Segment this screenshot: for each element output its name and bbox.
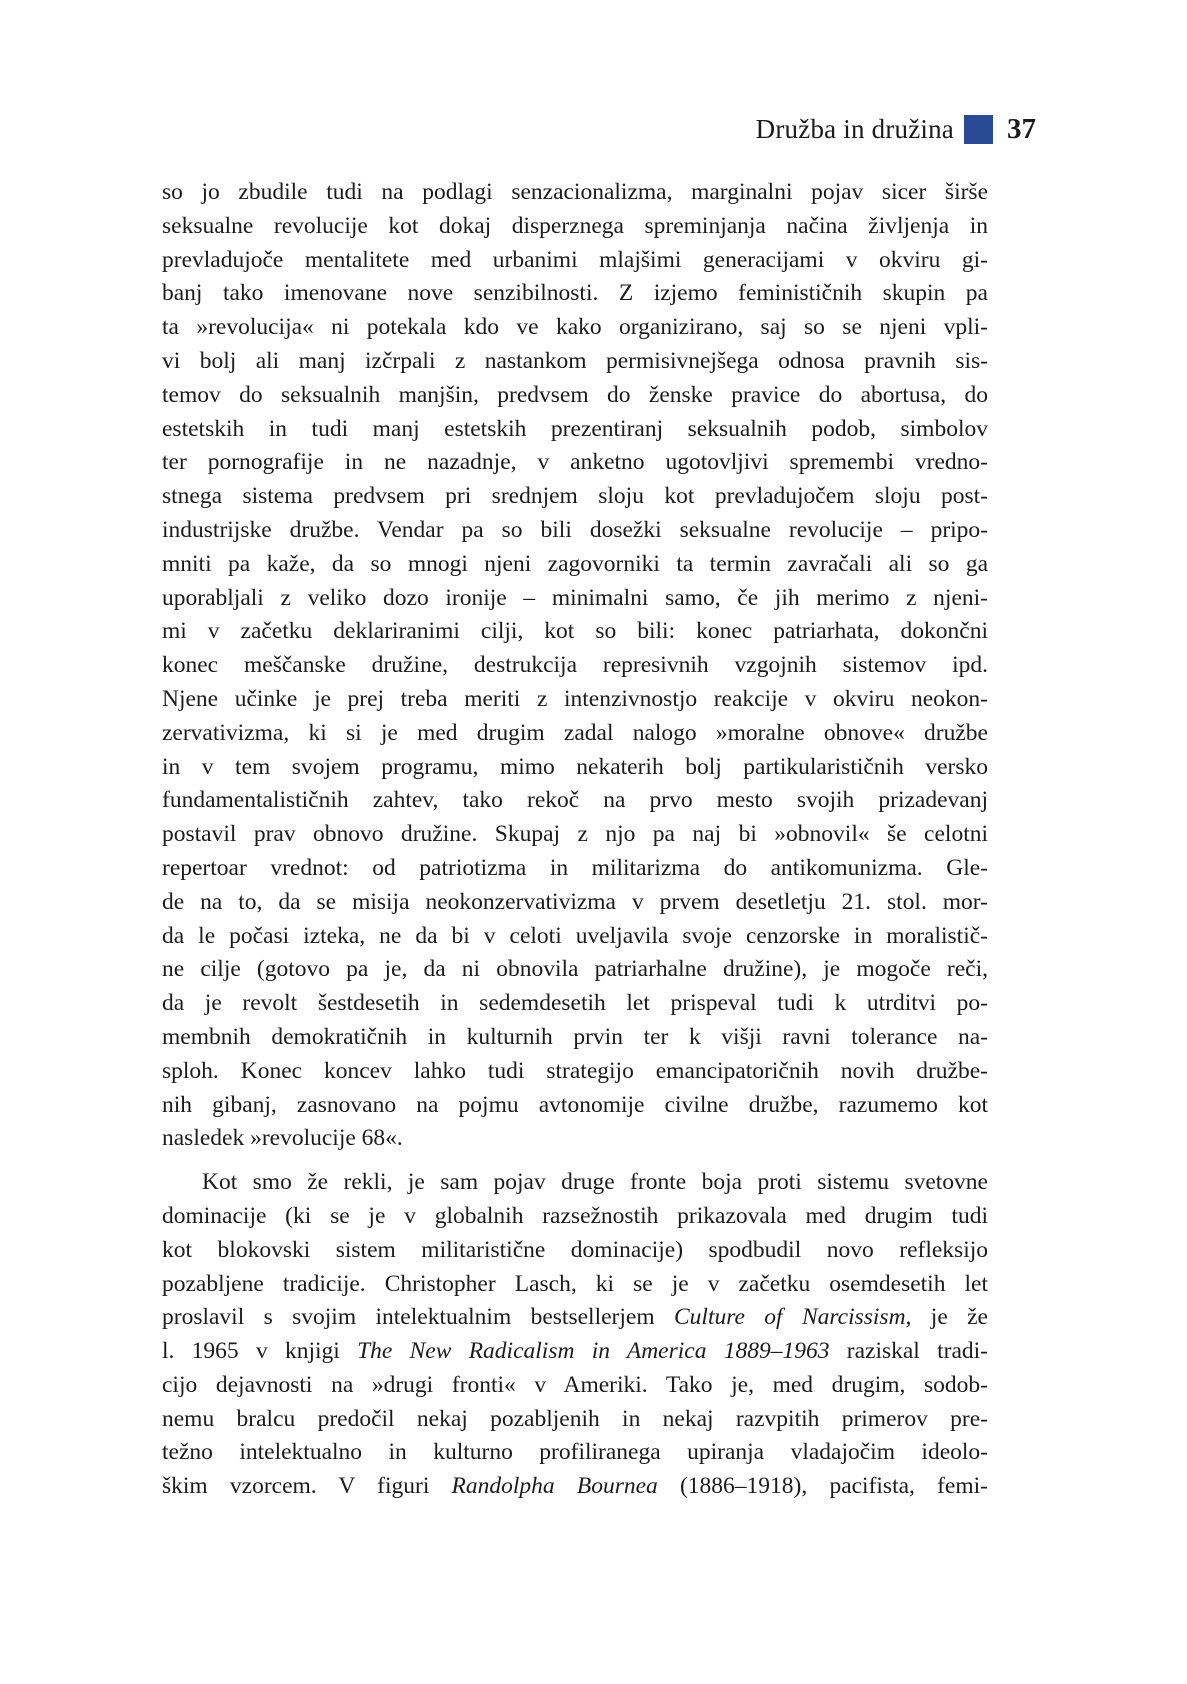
body-text: uporabljali z veliko dozo ironije – minimalni samo, če jih merimo z njeni- (162, 584, 988, 611)
text-line (162, 1268, 988, 1302)
body-text: industrijske družbe. Vendar pa so bili dosežki seksualne revolucije – pripo- (162, 516, 988, 543)
body-text: in v tem svojem programu, mimo nekaterih bolj partikularističnih versko (162, 753, 988, 780)
section-marker-square (964, 115, 993, 144)
body-text: dominacije (ki se je v globalnih razsežnostih prikazovala med drugim tudi (162, 1202, 988, 1229)
italic-title-text: The New Radicalism in America 1889–1963 (357, 1338, 830, 1365)
body-text: ta »revolucija« ni potekala kdo ve kako organizirano, saj so se njeni vpli- (162, 314, 988, 341)
body-text: membnih demokratičnih in kulturnih prvin ter k višji ravni tolerance na- (162, 1023, 988, 1050)
text-line (162, 615, 988, 649)
body-text: pozabljene tradicije. Christopher Lasch, ki se je v začetku osemdesetih let (162, 1270, 988, 1297)
body-text: škim vzorcem. V figuri (162, 1473, 452, 1500)
body-text: vi bolj ali manj izčrpali z nastankom permisivnejšega odnosa pravnih sis- (162, 347, 988, 374)
body-text: raziskal tradi- (829, 1338, 988, 1365)
text-line (162, 1470, 988, 1504)
text-line (162, 345, 988, 379)
text-line (162, 717, 988, 751)
text-line (162, 683, 988, 717)
body-text: ter pornografije in ne nazadnje, v anketno ugotovljivi spremembi vredno- (162, 449, 988, 476)
text-line (162, 987, 988, 1021)
body-text: , je že (905, 1304, 988, 1331)
text-line (162, 413, 988, 447)
body-text: ne cilje (gotovo pa je, da ni obnovila patriarhalne družine), je mogoče reči, (162, 956, 988, 983)
text-line (162, 852, 988, 886)
body-text: cijo dejavnosti na »drugi fronti« v Ameriki. Tako je, med drugim, sodob- (162, 1371, 988, 1398)
text-line (162, 1166, 988, 1200)
text-line (162, 446, 988, 480)
body-text: banj tako imenovane nove senzibilnosti. Z izjemo feminističnih skupin pa (162, 280, 988, 307)
text-line (162, 210, 988, 244)
text-block (162, 176, 988, 1504)
body-text: (1886–1918), pacifista, femi- (657, 1473, 988, 1500)
text-line (162, 582, 988, 616)
running-title: Družba in družina (755, 113, 954, 144)
text-line (162, 277, 988, 311)
text-line (162, 818, 988, 852)
body-text: postavil prav obnovo družine. Skupaj z njo pa naj bi »obnovil« še celotni (162, 821, 988, 848)
body-text: proslavil s svojim intelektualnim bestsellerjem (162, 1304, 674, 1331)
text-line (162, 1200, 988, 1234)
text-line (162, 1436, 988, 1470)
body-text: zervativizma, ki si je med drugim zadal nalogo »moralne obnove« družbe (162, 719, 988, 746)
body-text: da je revolt šestdesetih in sedemdesetih let prispeval tudi k utrditvi po- (162, 990, 988, 1017)
body-text: nih gibanj, zasnovano na pojmu avtonomije civilne družbe, razumemo kot (162, 1091, 988, 1118)
text-line (162, 1055, 988, 1089)
text-line (162, 1234, 988, 1268)
body-text: stnega sistema predvsem pri srednjem sloju kot prevladujočem sloju post- (162, 483, 988, 510)
body-text: prevladujoče mentalitete med urbanimi mlajšimi generacijami v okviru gi- (162, 246, 988, 273)
text-line (162, 176, 988, 210)
italic-title-text: Culture of Narcissism (673, 1304, 906, 1331)
body-text: fundamentalističnih zahtev, tako rekoč na prvo mesto svojih prizadevanj (162, 787, 988, 814)
text-line (162, 244, 988, 278)
text-line (162, 548, 988, 582)
body-text: repertoar vrednot: od patriotizma in militarizma do antikomunizma. Gle- (162, 854, 988, 881)
page-number: 37 (1007, 112, 1036, 145)
text-line (162, 1301, 988, 1335)
body-text: estetskih in tudi manj estetskih prezentiranj seksualnih podob, simbolov (162, 415, 988, 442)
body-text: konec meščanske družine, destrukcija represivnih vzgojnih sistemov ipd. (162, 652, 988, 679)
body-text: de na to, da se misija neokonzervativizma v prvem desetletju 21. stol. mor- (162, 888, 988, 915)
body-text: seksualne revolucije kot dokaj disperznega spreminjanja načina življenja in (162, 212, 988, 239)
body-text: kot blokovski sistem militaristične dominacije) spodbudil novo refleksijo (162, 1236, 988, 1263)
text-line (162, 1089, 988, 1123)
text-line (162, 886, 988, 920)
body-text: mniti pa kaže, da so mnogi njeni zagovorniki ta termin zavračali ali so ga (162, 550, 988, 577)
body-text: nemu bralcu predočil nekaj pozabljenih in nekaj razvpitih primerov pre- (162, 1405, 988, 1432)
body-text: nasledek »revolucije 68«. (162, 1125, 403, 1152)
text-line (162, 649, 988, 683)
body-text: Njene učinke je prej treba meriti z intenzivnostjo reakcije v okviru neokon- (162, 685, 988, 712)
text-line (162, 1122, 988, 1156)
text-line (162, 1021, 988, 1055)
text-line (162, 1369, 988, 1403)
body-text: mi v začetku deklariranimi cilji, kot so bili: konec patriarhata, dokončni (162, 618, 988, 645)
text-line (162, 1335, 988, 1369)
body-text: temov do seksualnih manjšin, predvsem do ženske pravice do abortusa, do (162, 381, 988, 408)
paragraph (162, 176, 988, 1156)
body-text: da le počasi izteka, ne da bi v celoti uveljavila svoje cenzorske in moralistič- (162, 922, 988, 949)
italic-title-text: Randolpha Bournea (451, 1473, 658, 1500)
text-line (162, 920, 988, 954)
body-text: Kot smo že rekli, je sam pojav druge fronte boja proti sistemu svetovne (202, 1169, 988, 1196)
body-text: so jo zbudile tudi na podlagi senzacionalizma, marginalni pojav sicer širše (162, 179, 988, 205)
body-text: sploh. Konec koncev lahko tudi strategijo emancipatoričnih novih družbe- (162, 1057, 988, 1084)
text-line (162, 480, 988, 514)
text-line (162, 751, 988, 785)
text-line (162, 784, 988, 818)
body-text: l. 1965 v knjigi (162, 1338, 358, 1365)
body-text: težno intelektualno in kulturno profiliranega upiranja vladajočim ideolo- (162, 1439, 988, 1466)
text-line (162, 1403, 988, 1437)
text-line (162, 514, 988, 548)
text-line (162, 379, 988, 413)
paragraph (162, 1166, 988, 1504)
running-header (162, 108, 1036, 150)
text-line (162, 953, 988, 987)
text-line (162, 311, 988, 345)
